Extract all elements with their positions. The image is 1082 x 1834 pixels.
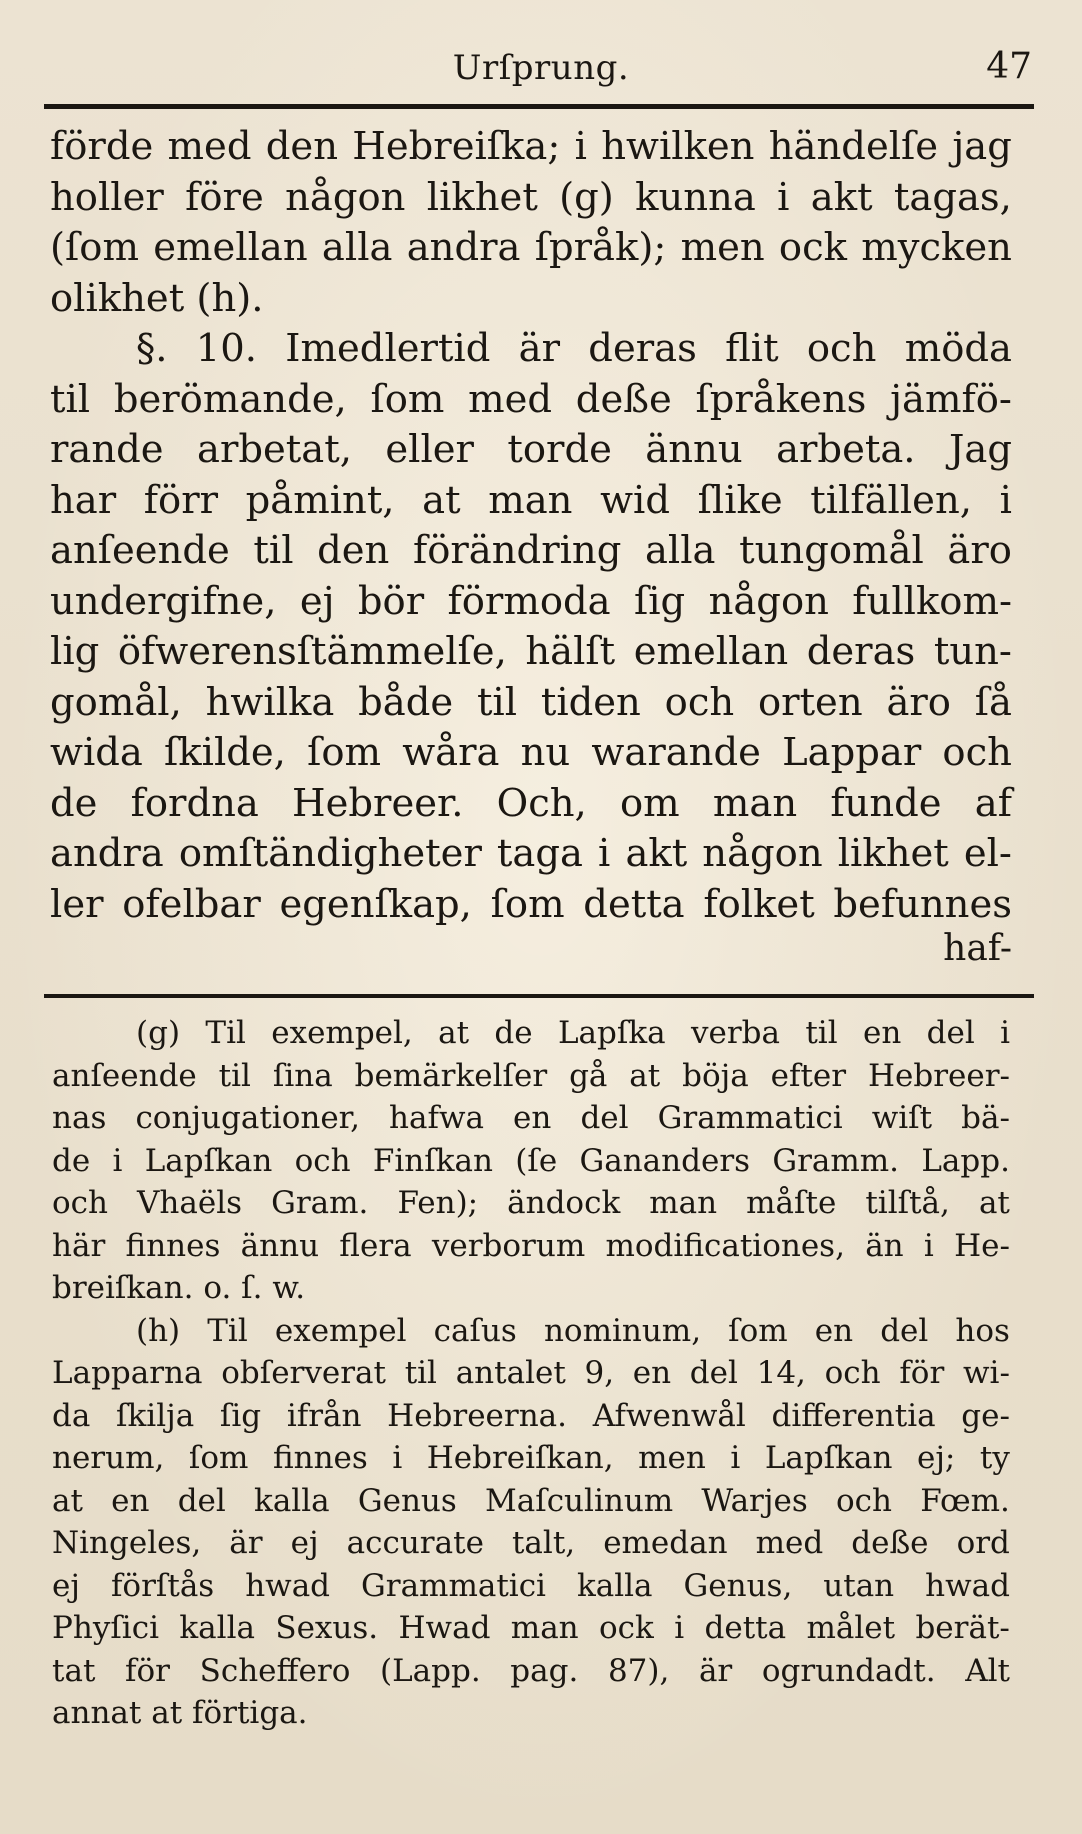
footnote-line: här finnes ännu flera verborum modificationes, än i He- xyxy=(52,1227,1010,1264)
main-text-block xyxy=(50,122,1012,930)
footnote-line: at en del kalla Genus Maſculinum Warjes och Fœm. xyxy=(52,1482,1010,1519)
text-line: olikhet (h). xyxy=(50,275,264,321)
text-line: anſeende til den förändring alla tungomål äro xyxy=(50,528,1012,573)
text-line: (ſom emellan alla andra ſpråk); men ock mycken xyxy=(50,225,1012,270)
text-line: ler ofelbar egenſkap, ſom detta folket befunnes xyxy=(50,881,1012,927)
footnote-line: annat at förtiga. xyxy=(52,1695,308,1731)
text-line: gomål, hwilka både til tiden och orten äro ſå xyxy=(50,679,1012,725)
text-line: holler före någon likhet (g) kunna i akt tagas, xyxy=(50,174,1012,220)
footnote-line: da ſkilja ſig ifrån Hebreerna. Afwenwål differentia ge- xyxy=(52,1397,1010,1434)
footnote-line: (g) Til exempel, at de Lapſka verba til en del i xyxy=(136,1015,1010,1051)
footnote-line: anſeende til ſina bemärkelſer gå at böja efter Hebreer- xyxy=(52,1057,1010,1094)
footnote-rule xyxy=(44,994,1034,998)
header-rule xyxy=(44,104,1034,109)
footnote-line: Ningeles, är ej accurate talt, emedan med deße ord xyxy=(52,1525,1010,1561)
text-line: lig öfwerensſtämmelſe, hälſt emellan deras tun- xyxy=(50,629,1012,674)
text-line: andra omſtändigheter taga i akt någon likhet el- xyxy=(50,831,1012,876)
catchword: haf- xyxy=(943,928,1012,969)
page-number: 47 xyxy=(986,46,1032,87)
text-line: rande arbetat, eller torde ännu arbeta. Jag xyxy=(50,427,1012,472)
footnote-line: de i Lapſkan och Finſkan (ſe Gananders Gramm. Lapp. xyxy=(52,1142,1010,1179)
footnote-line: nerum, ſom finnes i Hebreiſkan, men i Lapſkan ej; ty xyxy=(52,1440,1010,1476)
text-line: til berömande, ſom med deße ſpråkens jämfö- xyxy=(50,376,1012,422)
text-line: har förr påmint, at man wid ſlike tilfällen, i xyxy=(50,477,1012,523)
running-head: Urſprung. xyxy=(452,48,630,88)
footnote-line: Lapparna obſerverat til antalet 9, en del 14, och för wi- xyxy=(52,1355,1010,1391)
footnote-line: (h) Til exempel caſus nominum, ſom en del hos xyxy=(136,1312,1010,1349)
footnotes-block xyxy=(52,1012,1010,1735)
text-line: §. 10. Imedlertid är deras flit och möda xyxy=(136,326,1012,371)
footnote-line: breiſkan. o. ſ. w. xyxy=(52,1270,306,1306)
footnote-line: och Vhaëls Gram. Fen); ändock man måſte tilſtå, at xyxy=(52,1185,1010,1221)
page-header xyxy=(40,40,1042,96)
footnote-line: Phyſici kalla Sexus. Hwad man ock i detta målet berät- xyxy=(52,1610,1010,1646)
footnote-line: tat för Scheffero (Lapp. pag. 87), är ogrundadt. Alt xyxy=(52,1652,1010,1689)
text-line: wida ſkilde, ſom wåra nu warande Lappar och xyxy=(50,730,1012,775)
text-line: förde med den Hebreiſka; i hwilken händelſe jag xyxy=(50,124,1012,169)
footnote-line: nas conjugationer, hafwa en del Grammatici wiſt bä- xyxy=(52,1100,1010,1136)
text-line: undergifne, ej bör förmoda ſig någon fullkom- xyxy=(50,578,1012,624)
text-line: de fordna Hebreer. Och, om man funde af xyxy=(50,780,1012,826)
footnote-line: ej förſtås hwad Grammatici kalla Genus, utan hwad xyxy=(52,1567,1010,1604)
